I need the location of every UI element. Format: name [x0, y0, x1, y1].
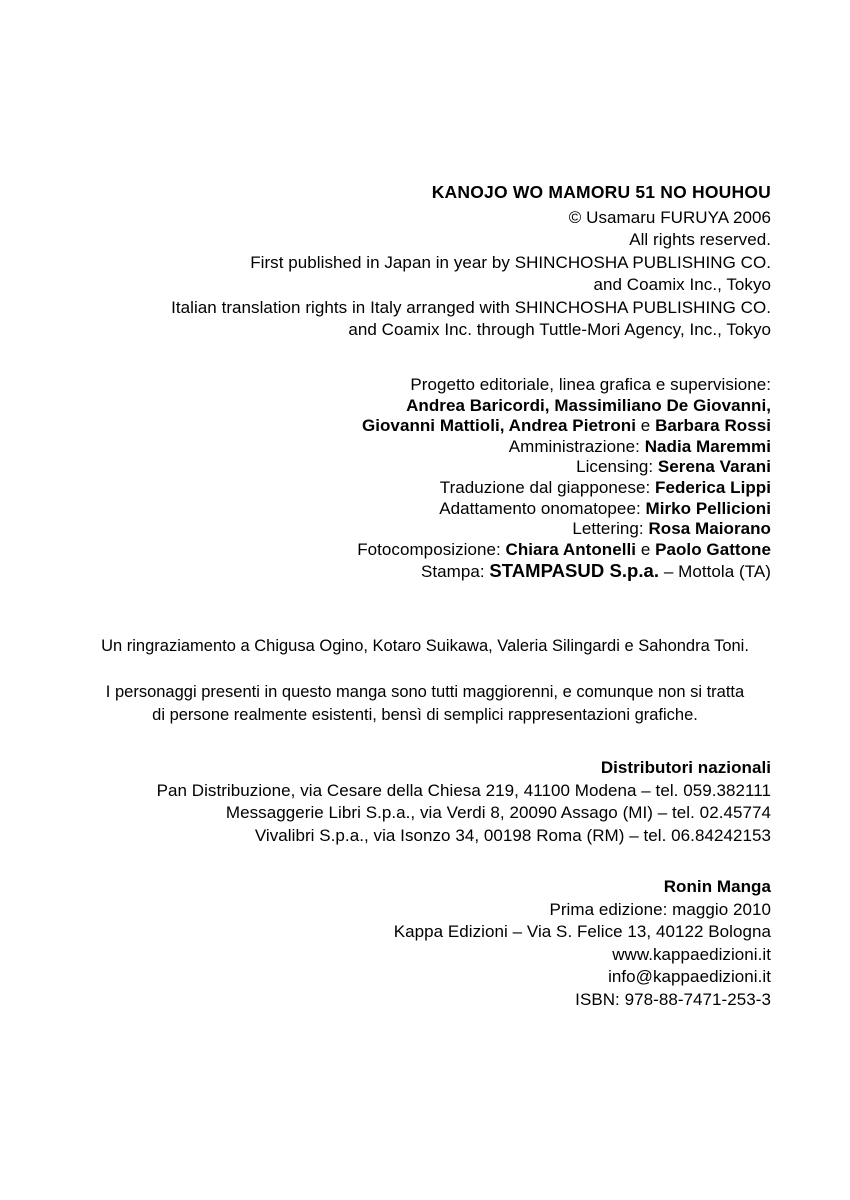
edition-line: Prima edizione: maggio 2010 — [549, 899, 771, 919]
translation-rights-line: Italian translation rights in Italy arranged with SHINCHOSHA PUBLISHING CO. — [171, 297, 771, 317]
supervision-names-1: Andrea Baricordi, Massimiliano De Giovanni, — [406, 395, 771, 415]
acknowledgements-block — [0, 636, 850, 657]
credit-name-traduzione: Federica Lippi — [655, 477, 771, 497]
publisher-email[interactable]: info@kappaedizioni.it — [608, 967, 771, 986]
credit-suffix-stampa: – Mottola (TA) — [659, 562, 771, 582]
credit-row-stampa — [357, 560, 771, 582]
credit-name-lettering: Rosa Maiorano — [648, 519, 771, 539]
distributors-heading: Distributori nazionali — [600, 758, 771, 777]
translation-rights-line-cont: and Coamix Inc. through Tuttle-Mori Agency, Inc., Tokyo — [348, 320, 771, 340]
credit-label-adattamento: Adattamento onomatopee: — [439, 498, 646, 518]
distributors-block — [157, 757, 771, 847]
supervision-conjunction: e — [636, 416, 656, 436]
credit-name-fotocomposizione-a: Chiara Antonelli — [505, 539, 637, 559]
credit-row-traduzione — [357, 478, 771, 499]
credit-name-adattamento: Mirko Pellicioni — [645, 498, 771, 518]
credit-name-stampa: STAMPASUD S.p.a. — [489, 560, 660, 582]
credit-row-lettering — [357, 519, 771, 540]
copyright-line: © Usamaru FURUYA 2006 — [568, 208, 771, 227]
first-publication-line-cont: and Coamix Inc., Tokyo — [593, 275, 771, 295]
publisher-website[interactable]: www.kappaedizioni.it — [612, 944, 771, 964]
supervision-names-row-2 — [357, 416, 771, 437]
credit-row-amministrazione — [357, 437, 771, 458]
credit-name-amministrazione: Nadia Maremmi — [644, 436, 771, 456]
credit-label-amministrazione: Amministrazione: — [508, 436, 645, 456]
disclaimer-line-2: di persone realmente esistenti, bensì di semplici rappresentazioni grafiche. — [152, 705, 698, 724]
isbn-line: ISBN: 978-88-7471-253-3 — [575, 989, 771, 1009]
supervision-names-2b: Barbara Rossi — [655, 416, 771, 436]
credit-label-lettering: Lettering: — [572, 519, 649, 539]
credits-block — [357, 375, 771, 582]
credit-row-licensing — [357, 457, 771, 478]
supervision-label: Progetto editoriale, linea grafica e supervisione: — [410, 375, 771, 394]
rights-reserved-line: All rights reserved. — [629, 230, 771, 250]
supervision-names-2a: Giovanni Mattioli, Andrea Pietroni — [361, 416, 636, 436]
publisher-block — [394, 876, 771, 1011]
credit-row-adattamento — [357, 499, 771, 520]
first-publication-line: First published in Japan in year by SHINCHOSHA PUBLISHING CO. — [250, 252, 771, 272]
book-title: KANOJO WO MAMORU 51 NO HOUHOU — [431, 182, 771, 202]
distributor-row-messaggerie: Messaggerie Libri S.p.a., via Verdi 8, 20090 Assago (MI) – tel. 02.45774 — [225, 803, 771, 822]
rights-block — [171, 207, 771, 341]
credit-label-stampa: Stampa: — [420, 562, 490, 582]
acknowledgements-text: Un ringraziamento a Chigusa Ogino, Kotaro Suikawa, Valeria Silingardi e Sahondra Toni. — [101, 637, 749, 655]
credit-label-traduzione: Traduzione dal giapponese: — [439, 477, 656, 497]
disclaimer-line-1: I personaggi presenti in questo manga sono tutti maggiorenni, e comunque non si tratta — [105, 683, 745, 701]
imprint-name: Ronin Manga — [663, 877, 771, 896]
credit-name-fotocomposizione-b: Paolo Gattone — [655, 539, 771, 559]
title-block — [432, 181, 771, 203]
supervision-names-row-1 — [357, 396, 771, 417]
distributor-row-pan: Pan Distribuzione, via Cesare della Chiesa 219, 41100 Modena – tel. 059.382111 — [156, 780, 771, 800]
credit-name-licensing: Serena Varani — [657, 457, 771, 477]
disclaimer-block — [0, 681, 850, 726]
fotocomposizione-conjunction: e — [636, 539, 656, 559]
credit-label-licensing: Licensing: — [576, 457, 658, 477]
credit-label-fotocomposizione: Fotocomposizione: — [357, 539, 506, 559]
distributor-row-vivalibri: Vivalibri S.p.a., via Isonzo 34, 00198 Roma (RM) – tel. 06.84242153 — [254, 825, 771, 845]
publisher-address: Kappa Edizioni – Via S. Felice 13, 40122 Bologna — [393, 922, 771, 941]
credit-row-fotocomposizione — [357, 540, 771, 561]
